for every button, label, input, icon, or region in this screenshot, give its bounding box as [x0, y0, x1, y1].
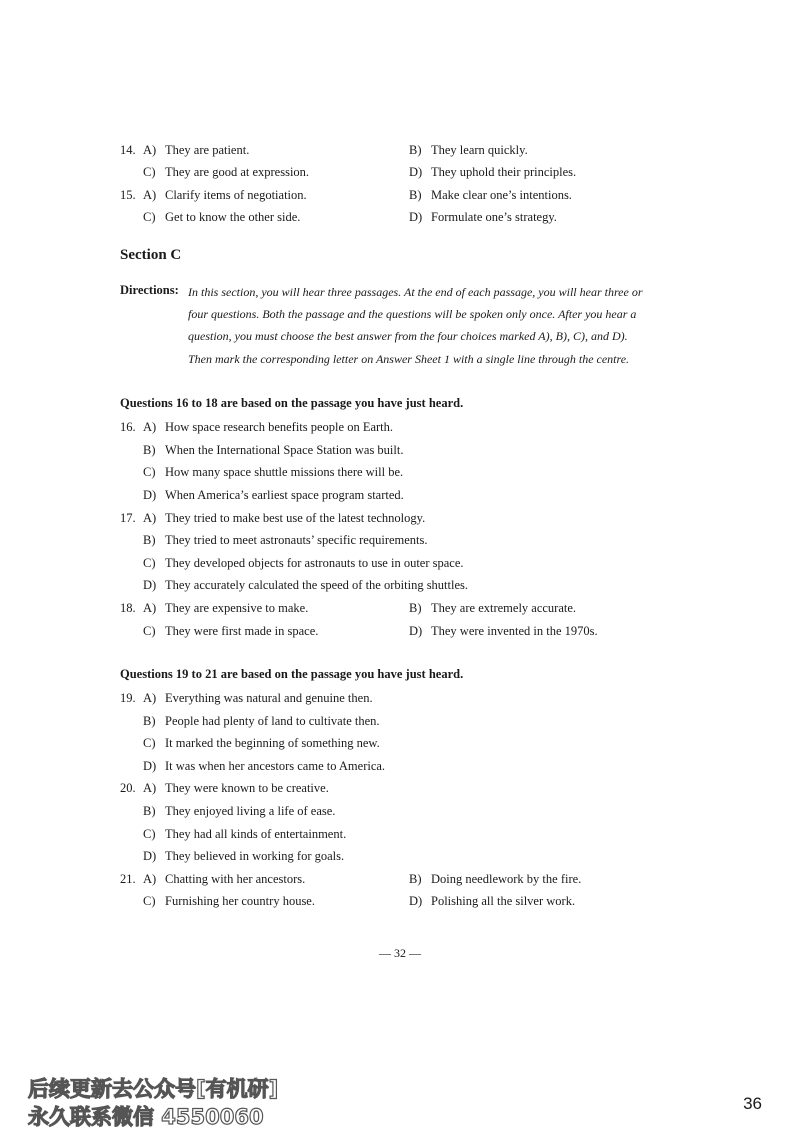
watermark-line-2: 永久联系微信 4550060 [28, 1105, 264, 1129]
directions-label: Directions: [120, 283, 179, 297]
question-number: 19. [120, 691, 136, 705]
section-title: Section C [120, 247, 182, 263]
option-d: D) They were invented in the 1970s. [409, 624, 598, 638]
option-a: A) They are patient. [143, 143, 250, 157]
question-number: 14. [120, 143, 136, 157]
option-b: B) Doing needlework by the fire. [409, 872, 582, 886]
question-number: 21. [120, 872, 136, 886]
watermark [26, 1074, 316, 1130]
directions-line: four questions. Both the passage and the questions will be spoken only once. After you hear a [188, 307, 637, 321]
option-a: A) Clarify items of negotiation. [143, 188, 307, 202]
option-c: C) Get to know the other side. [143, 210, 301, 224]
option-c: C) They are good at expression. [143, 165, 310, 179]
option-a: A) They are expensive to make. [143, 601, 309, 615]
option-c: C) They were first made in space. [143, 624, 319, 638]
question-number: 16. [120, 420, 136, 434]
page-footer: — 32 — [379, 946, 421, 960]
option-b: B) They learn quickly. [409, 143, 528, 157]
directions-line: question, you must choose the best answer from the four choices marked A), B), C), and D). [188, 329, 628, 343]
option-b: B) They are extremely accurate. [409, 601, 577, 615]
question-number: 17. [120, 511, 136, 525]
directions-line: In this section, you will hear three passages. At the end of each passage, you will hear three or [188, 285, 643, 299]
question-group-heading: Questions 19 to 21 are based on the passage you have just heard. [120, 667, 464, 681]
option-b: B) Make clear one’s intentions. [409, 188, 572, 202]
option-a: A) Chatting with her ancestors. [143, 872, 306, 886]
question-group-heading: Questions 16 to 18 are based on the passage you have just heard. [120, 396, 464, 410]
corner-page-number: 36 [743, 1094, 762, 1113]
question-number: 20. [120, 781, 136, 795]
directions-line: Then mark the corresponding letter on Answer Sheet 1 with a single line through the centre. [188, 352, 630, 366]
option-c: C) Furnishing her country house. [143, 894, 315, 908]
question-number: 15. [120, 188, 136, 202]
option-d: D) Polishing all the silver work. [409, 894, 576, 908]
watermark-line-1: 后续更新去公众号[有机研] [28, 1077, 279, 1101]
option-d: D) They uphold their principles. [409, 165, 577, 179]
option-d: D) Formulate one’s strategy. [409, 210, 557, 224]
question-number: 18. [120, 601, 136, 615]
